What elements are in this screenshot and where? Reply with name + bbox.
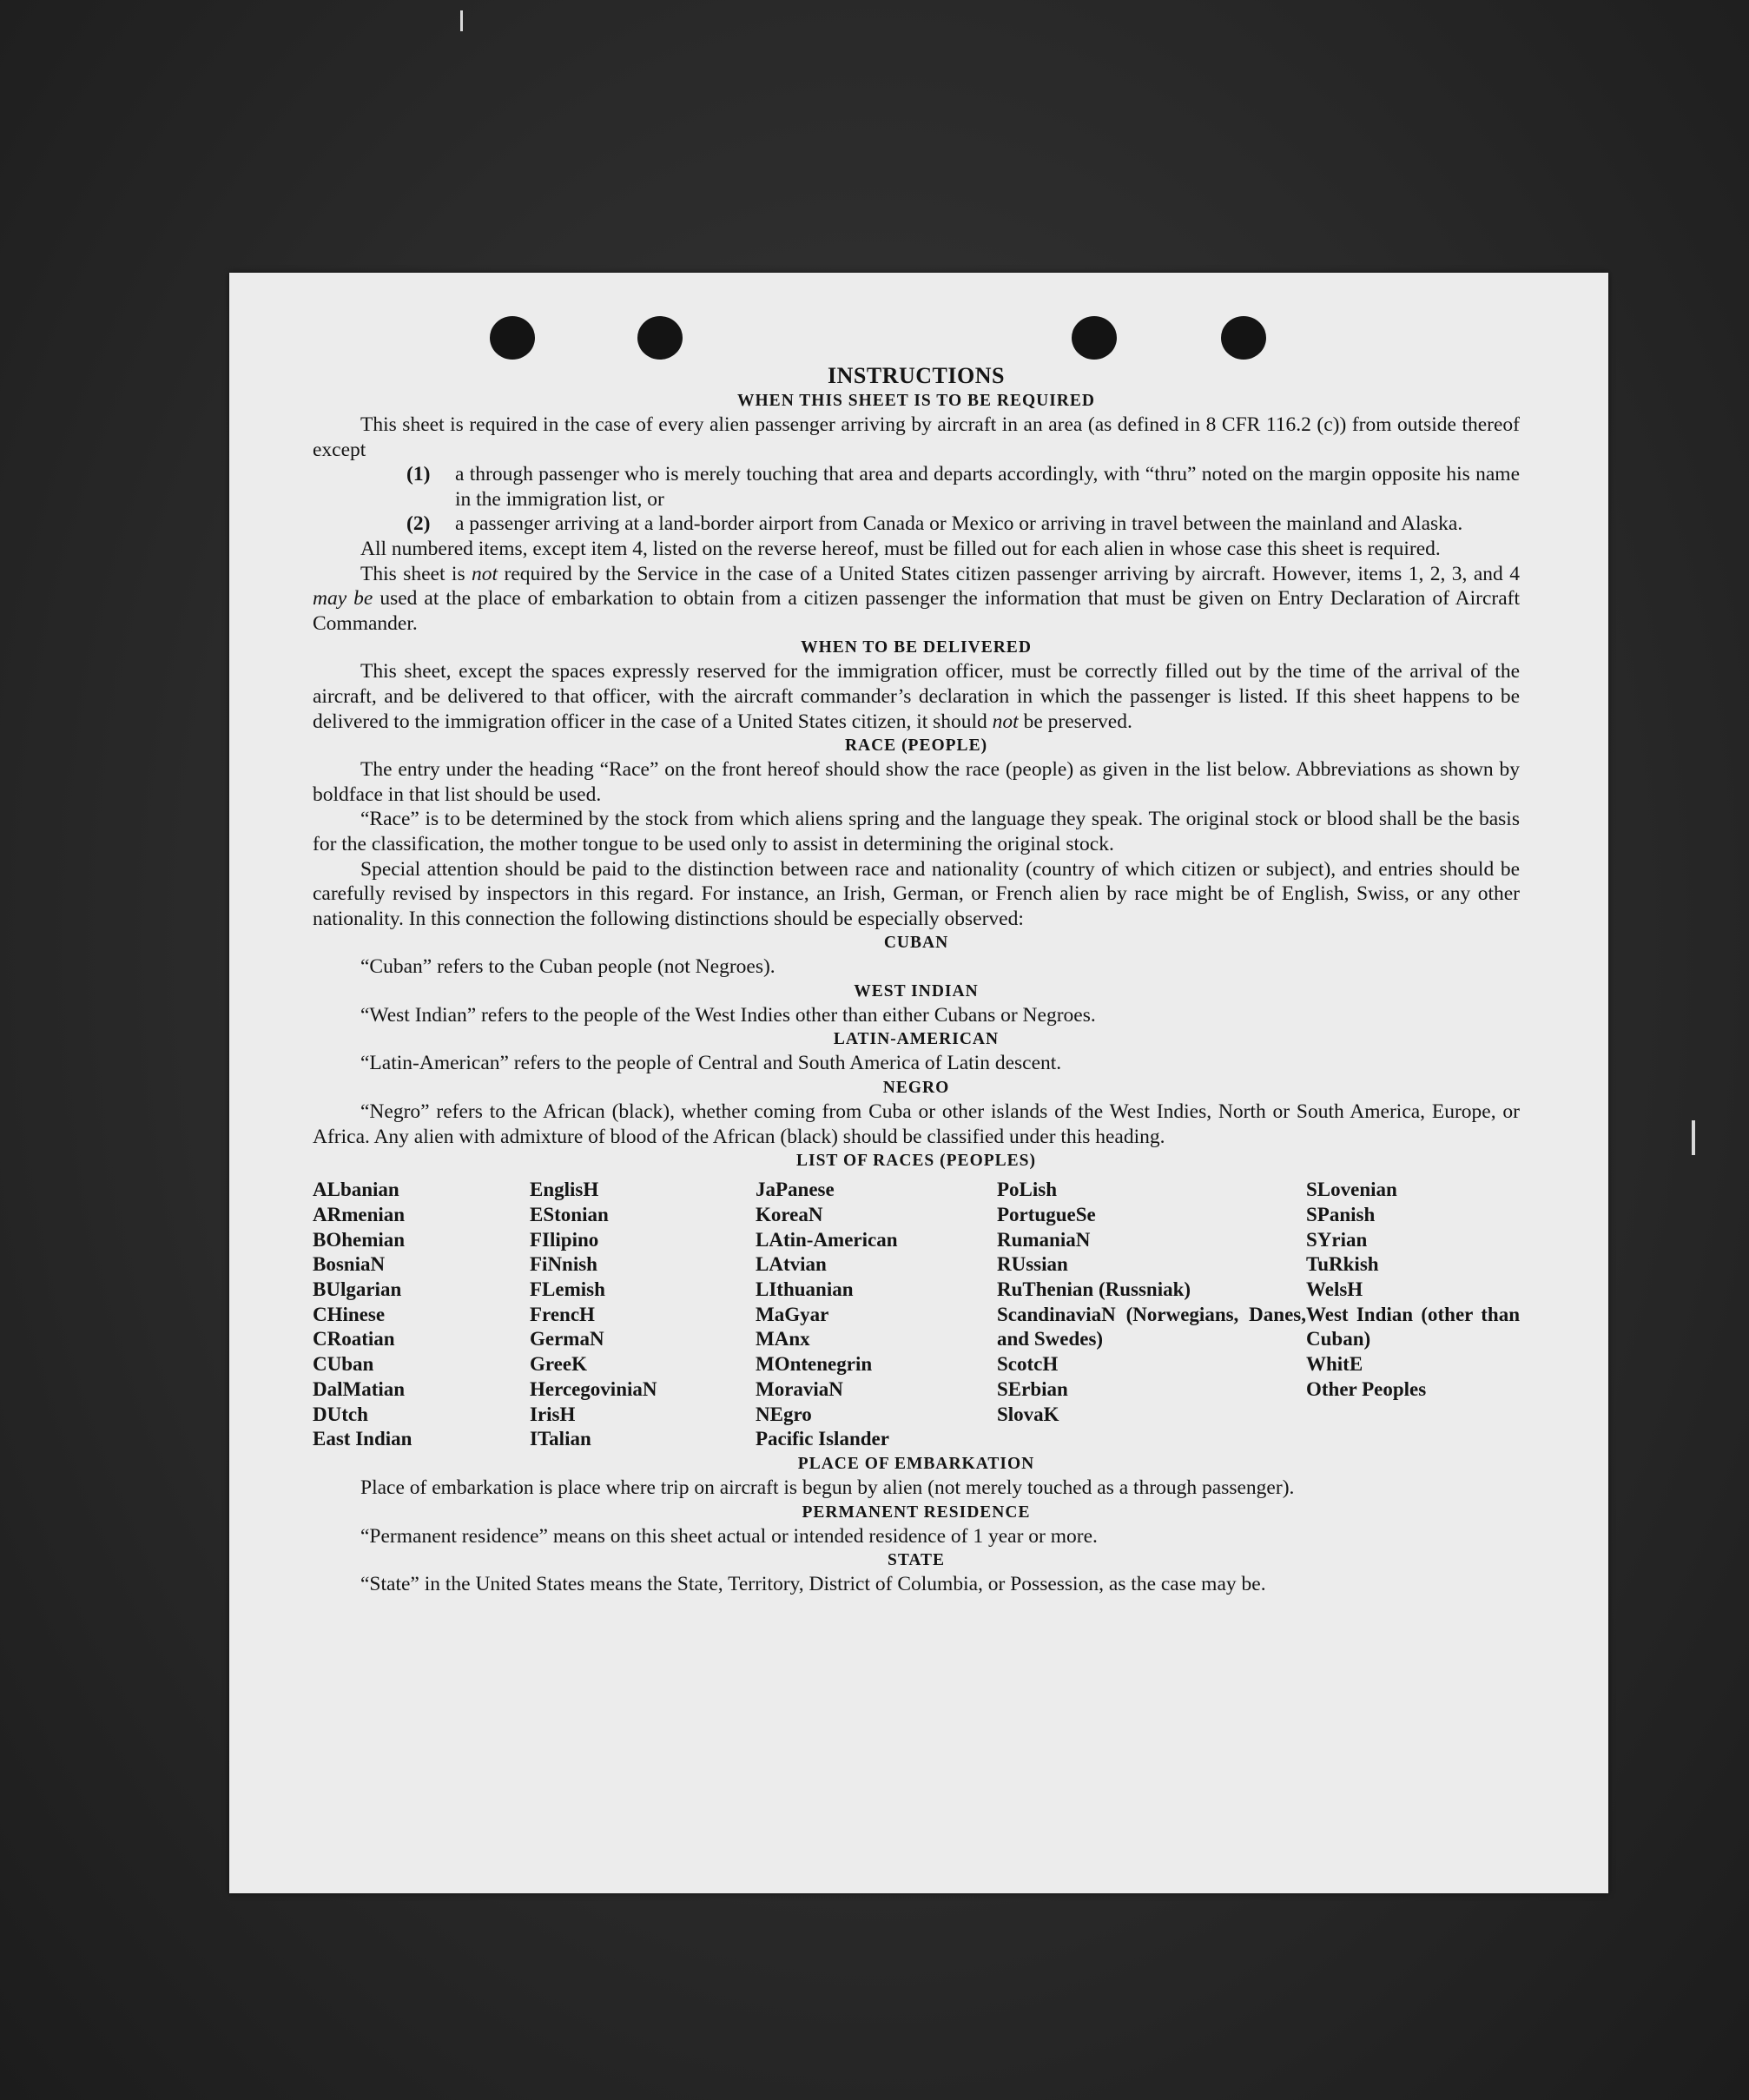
heading-negro: NEGRO xyxy=(882,1079,950,1098)
race-entry: ScotcH xyxy=(997,1353,1059,1376)
races-column xyxy=(530,1178,756,1452)
race-entry: IrisH xyxy=(530,1403,576,1425)
race-entry: EStonian xyxy=(530,1203,609,1225)
race-entry: ITalian xyxy=(530,1428,591,1450)
race-entry: FiNnish xyxy=(530,1253,597,1276)
heading-state: STATE xyxy=(887,1551,946,1570)
heading-when-required: WHEN THIS SHEET IS TO BE REQUIRED xyxy=(737,392,1095,410)
punch-hole xyxy=(490,316,535,360)
scan-mark xyxy=(460,10,463,31)
item-number: (1) xyxy=(406,463,431,486)
heading-embarkation: PLACE OF EMBARKATION xyxy=(797,1454,1035,1473)
item-number: (2) xyxy=(406,512,431,536)
race-entry: MOntenegrin xyxy=(756,1353,873,1376)
race-entry: SlovaK xyxy=(997,1403,1059,1425)
race-entry: GreeK xyxy=(530,1353,587,1376)
race-entry: WelsH xyxy=(1306,1278,1363,1301)
punch-hole xyxy=(637,316,683,360)
race-entry: ARmenian xyxy=(313,1203,406,1225)
race-entry: West Indian (other than Cuban) xyxy=(1306,1303,1520,1350)
list-item xyxy=(406,462,1520,512)
races-list xyxy=(313,1178,1520,1452)
race-entry: FLemish xyxy=(530,1278,605,1301)
race-entry: ALbanian xyxy=(313,1179,399,1201)
race-entry: PortugueSe xyxy=(997,1203,1096,1225)
instruction-sheet xyxy=(229,273,1608,1893)
race-entry: TuRkish xyxy=(1306,1253,1379,1276)
punch-hole xyxy=(1072,316,1117,360)
paragraph: “Negro” refers to the African (black), whether coming from Cuba or other islands of the West Indies, North or South America, Europe, or Africa. Any alien with admixture of blood of the African (black) should be classified under this heading. xyxy=(313,1100,1520,1148)
item-text: a passenger arriving at a land-border airport from Canada or Mexico or arriving in travel between the mainland and Alaska. xyxy=(455,512,1463,536)
heading-cuban: CUBAN xyxy=(883,934,949,953)
race-entry: SLovenian xyxy=(1306,1179,1397,1201)
race-entry: ScandinaviaN (Norwegians, Danes, and Swedes) xyxy=(997,1303,1306,1350)
race-entry: CUban xyxy=(313,1353,374,1376)
paragraph: All numbered items, except item 4, listed on the reverse hereof, must be filled out for each alien in whose case this sheet is required. xyxy=(360,537,1441,560)
race-entry: MAnx xyxy=(756,1328,810,1350)
race-entry: DalMatian xyxy=(313,1377,406,1400)
heading-latin-american: LATIN-AMERICAN xyxy=(833,1030,1000,1049)
paragraph: “Latin-American” refers to the people of Central and South America of Latin descent. xyxy=(360,1052,1062,1075)
race-entry: LAtin-American xyxy=(756,1228,898,1251)
list-item xyxy=(406,512,1520,537)
paragraph: “Cuban” refers to the Cuban people (not Negroes). xyxy=(360,955,776,979)
race-entry: WhitE xyxy=(1306,1353,1363,1376)
race-entry: GermaN xyxy=(530,1328,604,1350)
races-column xyxy=(997,1178,1306,1452)
race-entry: CRoatian xyxy=(313,1328,395,1350)
race-entry: EnglisH xyxy=(530,1179,599,1201)
paragraph: Special attention should be paid to the distinction between race and nationality (country of which citizen or subject), and entries should be carefully revised by inspectors in this regard. For instance, an Irish, German, or French alien by race might be of English, Swiss, or any other nationality. In this connection the following distinctions should be especially observed: xyxy=(313,857,1520,930)
race-entry: NEgro xyxy=(756,1403,812,1425)
page-title: INSTRUCTIONS xyxy=(828,363,1005,388)
paragraph: The entry under the heading “Race” on the front hereof should show the race (people) as given in the list below. Abbreviations as shown by boldface in that list should be used. xyxy=(313,758,1520,806)
race-entry: SPanish xyxy=(1306,1203,1376,1225)
races-column xyxy=(1306,1178,1520,1452)
paragraph: This sheet is not required by the Service in the case of a United States citizen passenger arriving by aircraft. However, items 1, 2, 3, and 4 may be used at the place of embarkation to obtain from a citizen passenger the information that must be given on Entry Declaration of Aircraft Commander. xyxy=(313,562,1520,635)
heading-when-delivered: WHEN TO BE DELIVERED xyxy=(801,638,1032,657)
race-entry: Other Peoples xyxy=(1306,1377,1427,1400)
race-entry: RumaniaN xyxy=(997,1228,1091,1251)
heading-residence: PERMANENT RESIDENCE xyxy=(802,1502,1031,1522)
paragraph: “Race” is to be determined by the stock from which aliens spring and the language they speak. The original stock or blood shall be the basis for the classification, the mother tongue to be used only to assist in determining the original stock. xyxy=(313,808,1520,855)
heading-race: RACE (PEOPLE) xyxy=(844,736,988,756)
race-entry: FIlipino xyxy=(530,1228,599,1251)
race-entry: KoreaN xyxy=(756,1203,823,1225)
paragraph: This sheet is required in the case of every alien passenger arriving by aircraft in an area (as defined in 8 CFR 116.2 (c)) from outside thereof except xyxy=(313,413,1520,461)
race-entry: SYrian xyxy=(1306,1228,1368,1251)
races-column xyxy=(756,1178,997,1452)
race-entry: MoraviaN xyxy=(756,1377,843,1400)
race-entry: CHinese xyxy=(313,1303,386,1325)
race-entry: BUlgarian xyxy=(313,1278,402,1301)
punch-hole xyxy=(1221,316,1266,360)
races-column xyxy=(313,1178,530,1452)
race-entry: East Indian xyxy=(313,1428,412,1450)
race-entry: LIthuanian xyxy=(756,1278,854,1301)
scan-mark xyxy=(1692,1120,1695,1155)
race-entry: BosniaN xyxy=(313,1253,386,1276)
paragraph: Place of embarkation is place where trip on aircraft is begun by alien (not merely touched as a through passenger). xyxy=(360,1476,1295,1499)
paragraph: “West Indian” refers to the people of the West Indies other than either Cubans or Negroes. xyxy=(360,1003,1096,1027)
paragraph: This sheet, except the spaces expressly reserved for the immigration officer, must be correctly filled out by the time of the arrival of the aircraft, and be delivered to that officer, with the aircraft commander’s declaration in which the passenger is listed. If this sheet happens to be delivered to the immigration officer in the case of a United States citizen, it should not be preserved. xyxy=(313,660,1520,733)
race-entry: LAtvian xyxy=(756,1253,827,1276)
race-entry: PoLish xyxy=(997,1179,1058,1201)
race-entry: BOhemian xyxy=(313,1228,406,1251)
document-body xyxy=(313,363,1520,1597)
race-entry: FrencH xyxy=(530,1303,595,1325)
race-entry: DUtch xyxy=(313,1403,368,1425)
paragraph: “Permanent residence” means on this sheet actual or intended residence of 1 year or more. xyxy=(360,1524,1098,1548)
race-entry: MaGyar xyxy=(756,1303,829,1325)
race-entry: HercegoviniaN xyxy=(530,1377,657,1400)
race-entry: SErbian xyxy=(997,1377,1068,1400)
heading-list-of-races: LIST OF RACES (PEOPLES) xyxy=(795,1152,1036,1171)
race-entry: RUssian xyxy=(997,1253,1068,1276)
race-entry: JaPanese xyxy=(756,1179,835,1201)
heading-west-indian: WEST INDIAN xyxy=(854,981,979,1000)
race-entry: RuThenian (Russniak) xyxy=(997,1278,1191,1301)
race-entry: Pacific Islander xyxy=(756,1428,889,1450)
item-text: a through passenger who is merely touching that area and departs accordingly, with “thru” noted on the margin opposite his name in the immigration list, or xyxy=(455,463,1520,511)
paragraph: “State” in the United States means the State, Territory, District of Columbia, or Possession, as the case may be. xyxy=(360,1573,1266,1596)
